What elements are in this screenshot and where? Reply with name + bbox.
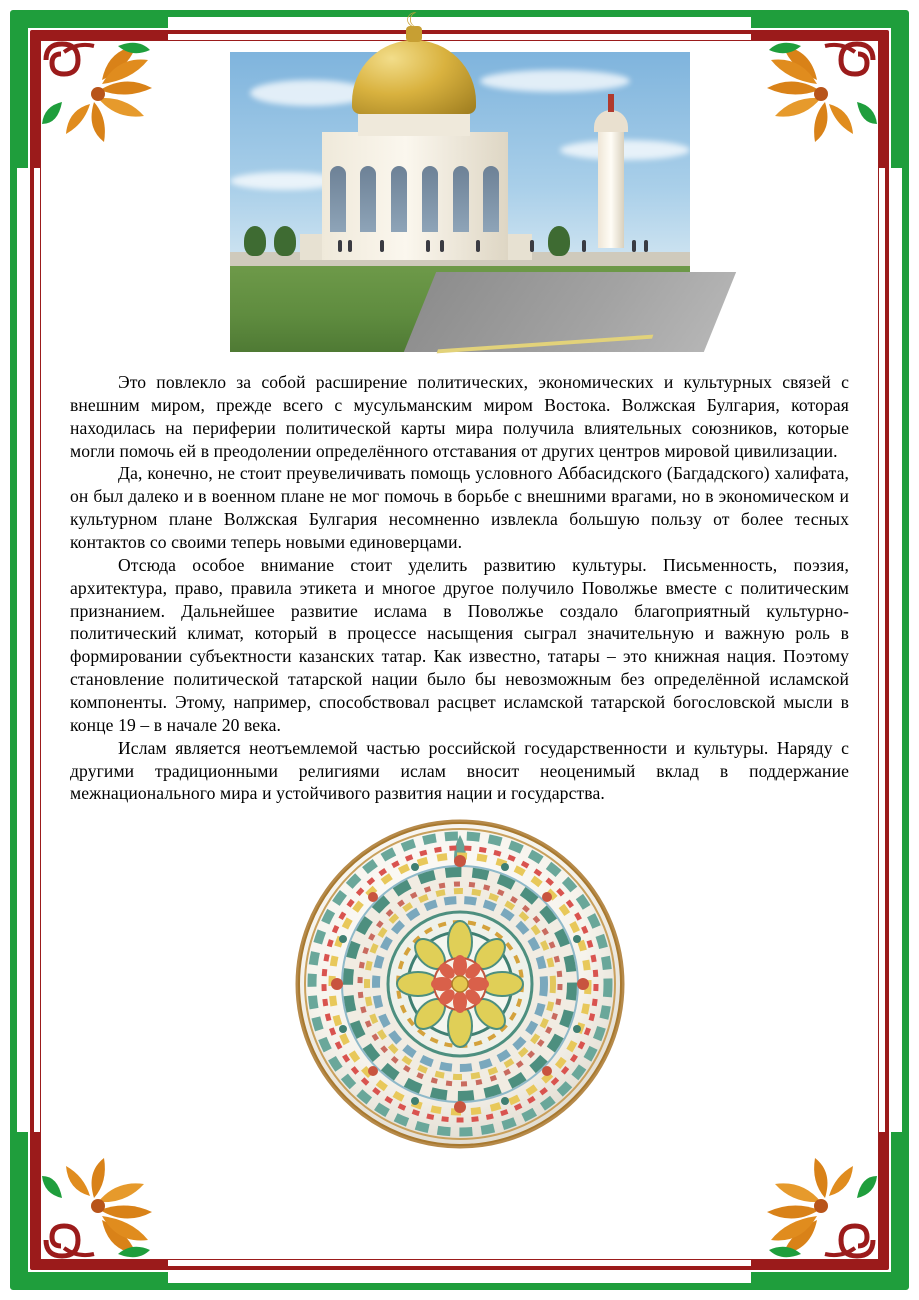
document-content (70, 10, 849, 1254)
bottom-figure (70, 819, 849, 1154)
mosque-photo (230, 10, 690, 352)
crescent-icon: ☾ (405, 10, 424, 32)
paragraph-2: Да, конечно, не стоит преувеличивать помощь условного Аббасидского (Багдадского) халифата, он был далеко и в военном плане не мог помочь в борьбе с внешними врагами, но в экономическом и культурном плане Волжская Булгария несомненно извлекла большую пользу от более тесных контактов со своими теперь новыми единоверцами. (70, 463, 849, 553)
body-text (70, 371, 849, 805)
cloud-icon (480, 70, 630, 92)
paragraph-3: Отсюда особое внимание стоит уделить развитию культуры. Письменность, поэзия, архитектура, право, правила этикета и многое другое получило Поволжье вместе с политическим признанием. Дальнейшее развитие ислама в Поволжье создало благоприятный культурно-политический климат, который в процессе насыщения сыграл значительную и важную роль в формировании субъектности казанских татар. Как известно, татары – это книжная нация. Поэтому становление политической татарской нации было бы невозможным без определённой исламской компоненты. Этому, например, способствовал расцвет исламской татарской богословской мысли в конце 19 – в начале 20 века. (70, 554, 849, 735)
paragraph-1: Это повлекло за собой расширение политических, экономических и культурных связей с внешним миром, прежде всего с мусульманским миром Востока. Волжская Булгария, которая находилась на периферии политической карты мира получила влиятельных союзников, которые могли помочь ей в преодолении определённого отставания от других центров мировой цивилизации. (70, 372, 849, 461)
visitors (230, 240, 690, 256)
paragraph-4: Ислам является неотъемлемой частью российской государственности и культуры. Наряду с другими традиционными религиями ислам вносит неоценимый вклад в поддержание межнационального мира и устойчивого развития нации и государства. (70, 737, 849, 804)
top-figure (70, 10, 849, 357)
decorative-plate (295, 819, 625, 1149)
mosque-windows (330, 166, 500, 232)
minaret (598, 130, 624, 248)
cloud-icon (560, 140, 690, 160)
